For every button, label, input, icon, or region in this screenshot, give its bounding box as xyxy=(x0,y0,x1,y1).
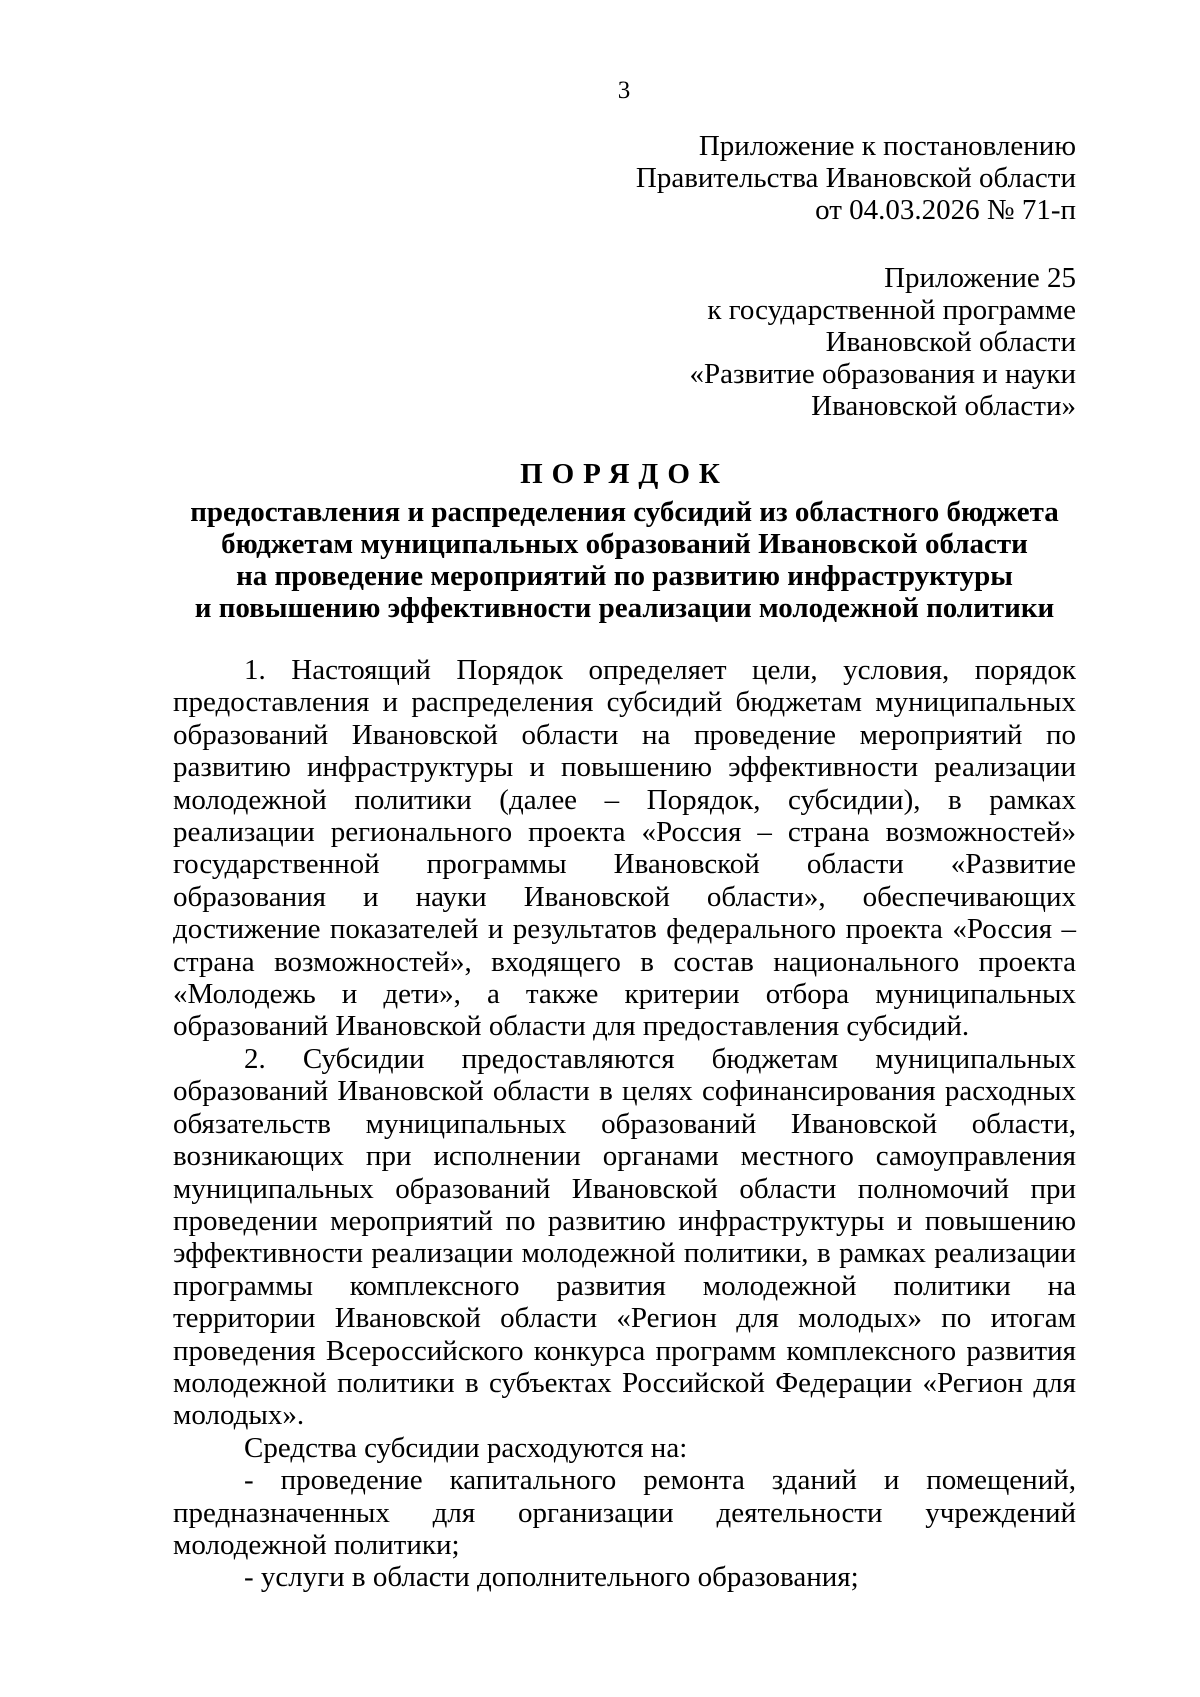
title-subtitle-line-4: и повышению эффективности реализации молодежной политики xyxy=(194,592,1055,624)
paragraph-1: 1. Настоящий Порядок определяет цели, условия, порядок предоставления и распределения субсидий бюджетам муниципальных образований Ивановской области на проведение мероприятий по развитию инфраструктуры и повышению эффективности реализации молодежной политики (далее – Порядок, субсидии), в рамках реализации регионального проекта «Россия – страна возможностей» государственной программы Ивановской области «Развитие образования и науки Ивановской области», обеспечивающих достижение показателей и результатов федерального проекта «Россия – страна возможностей», входящего в состав национального проекта «Молодежь и дети», а также критерии отбора муниципальных образований Ивановской области для предоставления субсидий. xyxy=(173,654,1076,1043)
paragraph-2: 2. Субсидии предоставляются бюджетам муниципальных образований Ивановской области в целях софинансирования расходных обязательств муниципальных образований Ивановской области, возникающих при исполнении органами местного самоуправления муниципальных образований Ивановской области полномочий при проведении мероприятий по развитию инфраструктуры и повышению эффективности реализации молодежной политики, в рамках реализации программы комплексного развития молодежной политики на территории Ивановской области «Регион для молодых» по итогам проведения Всероссийского конкурса программ комплексного развития молодежной политики в субъектах Российской Федерации «Регион для молодых». xyxy=(173,1042,1076,1432)
title-main: ПОРЯДОК xyxy=(520,458,729,490)
approval-line-3: от 04.03.2026 № 71-п xyxy=(815,194,1076,226)
title-subtitle-line-3: на проведение мероприятий по развитию инфраструктуры xyxy=(236,560,1013,592)
approval-line-1: Приложение к постановлению xyxy=(698,130,1076,162)
list-item-capital-repair: - проведение капитального ремонта зданий и помещений, предназначенных для организации деятельности учреждений молодежной политики; xyxy=(173,1464,1076,1561)
appendix-line-2: к государственной программе xyxy=(707,294,1076,326)
list-item-additional-education: - услуги в области дополнительного образования; xyxy=(244,1561,859,1594)
approval-block xyxy=(636,130,1076,226)
document-body xyxy=(173,654,1076,1594)
appendix-line-4: «Развитие образования и науки xyxy=(689,358,1076,390)
appendix-line-1: Приложение 25 xyxy=(884,262,1076,294)
appendix-line-5: Ивановской области» xyxy=(811,390,1076,422)
page-number: 3 xyxy=(617,77,631,104)
title-subtitle-line-1: предоставления и распределения субсидий из областного бюджета xyxy=(190,496,1059,528)
document-title xyxy=(173,458,1076,624)
paragraph-funds-intro: Средства субсидии расходуются на: xyxy=(244,1431,688,1464)
approval-line-2: Правительства Ивановской области xyxy=(635,162,1076,194)
title-subtitle-line-2: бюджетам муниципальных образований Ивановской области xyxy=(221,528,1028,560)
appendix-block xyxy=(689,262,1076,422)
appendix-line-3: Ивановской области xyxy=(825,326,1076,358)
